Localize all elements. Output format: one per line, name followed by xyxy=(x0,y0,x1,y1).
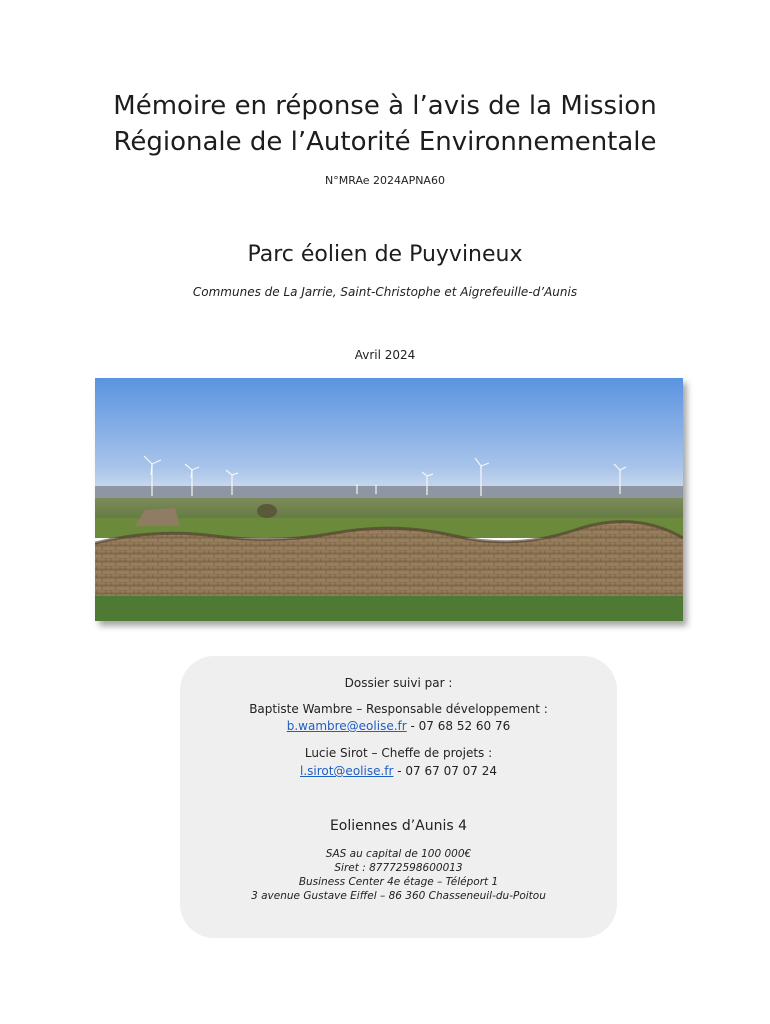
person1-contact xyxy=(180,719,617,733)
project-subtitle: Parc éolien de Puyvineux xyxy=(247,242,523,267)
company-name: Eoliennes d’Aunis 4 xyxy=(329,818,468,834)
title-line-1: Mémoire en réponse à l’avis de la Mission xyxy=(113,91,657,121)
person1-phone: - 07 68 52 60 76 xyxy=(406,719,511,733)
person2-contact xyxy=(180,764,617,778)
person1-email-link[interactable]: b.wambre@eolise.fr xyxy=(286,719,407,733)
document-date: Avril 2024 xyxy=(354,348,416,362)
reference-number: N°MRAe 2024APNA60 xyxy=(325,174,445,187)
title-line-2: Régionale de l’Autorité Environnementale xyxy=(113,127,657,157)
person2-email-link[interactable]: l.sirot@eolise.fr xyxy=(299,764,394,778)
landscape-photo-illustration xyxy=(95,378,683,621)
contact-card xyxy=(180,656,617,938)
communes-line: Communes de La Jarrie, Saint-Christophe et Aigrefeuille-d’Aunis xyxy=(192,285,578,299)
person2-phone: - 07 67 07 07 24 xyxy=(393,764,498,778)
landscape-photo xyxy=(95,378,683,621)
company-siret: Siret : 87772598600013 xyxy=(334,862,463,874)
document-title xyxy=(0,88,770,160)
person2-name-role: Lucie Sirot – Cheffe de projets : xyxy=(304,746,493,760)
company-address-line2: 3 avenue Gustave Eiffel – 86 360 Chasseneuil-du-Poitou xyxy=(251,890,546,902)
person1-name-role: Baptiste Wambre – Responsable développement : xyxy=(249,702,548,716)
company-address-line1: Business Center 4e étage – Téléport 1 xyxy=(298,876,499,888)
contact-heading: Dossier suivi par : xyxy=(344,676,453,690)
company-capital: SAS au capital de 100 000€ xyxy=(325,848,472,860)
